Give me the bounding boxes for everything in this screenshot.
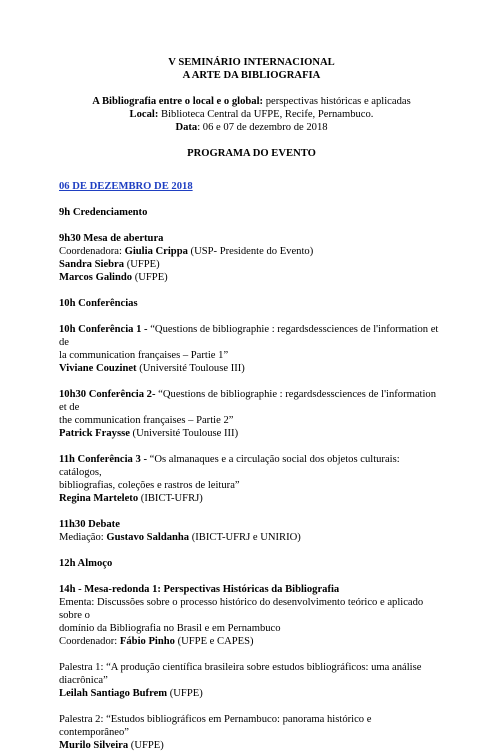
palestra2-speaker xyxy=(59,739,444,752)
conf2-line1 xyxy=(59,388,444,414)
conf3-label: 11h Conferência 3 - xyxy=(59,454,147,465)
conf1-text: “Questions de bibliographie : regardsdessciences de l'information et de xyxy=(59,324,439,348)
mesa-redonda-1 xyxy=(59,583,444,648)
coord-affil: (USP- Presidente do Evento) xyxy=(187,246,314,257)
coord-name: Fábio Pinho xyxy=(119,636,175,647)
mesa-ementa-2: domínio da Bibliografia no Brasil e em Pernambuco xyxy=(59,623,281,634)
conf2-line2: the communication françaises – Partie 2” xyxy=(59,415,234,426)
conf1-line1 xyxy=(59,323,444,349)
credenciamento: 9h Credenciamento xyxy=(59,207,148,218)
conf1-line2: la communication françaises – Partie 1” xyxy=(59,350,229,361)
speaker-name: Patrick Fraysse xyxy=(59,428,130,439)
palestra-1 xyxy=(59,661,444,700)
date-line xyxy=(59,121,444,134)
seminar-subtitle: A ARTE DA BIBLIOGRAFIA xyxy=(182,70,321,81)
almoco: 12h Almoço xyxy=(59,558,113,569)
debate-title: 11h30 Debate xyxy=(59,519,120,530)
local-line xyxy=(59,108,444,121)
conf2-speaker xyxy=(59,427,444,440)
palestra-2 xyxy=(59,713,444,752)
conf3-speaker xyxy=(59,492,444,505)
participant-affil: (UFPE) xyxy=(124,259,160,270)
palestra1-speaker xyxy=(59,687,444,700)
speaker-name: Leilah Santiago Bufrem xyxy=(59,688,168,699)
debate xyxy=(59,518,444,544)
speaker-affil: (UFPE) xyxy=(167,688,203,699)
theme-label: A Bibliografia entre o local e o global: xyxy=(92,96,264,107)
abertura-participant-2 xyxy=(59,271,444,284)
date-heading-link[interactable]: 06 DE DEZEMBRO DE 2018 xyxy=(59,181,193,192)
local-label: Local: xyxy=(129,109,159,120)
conferencia-1 xyxy=(59,323,444,375)
coord-affil: (UFPE e CAPES) xyxy=(174,636,254,647)
conferencia-3 xyxy=(59,453,444,505)
debate-mediator xyxy=(59,531,444,544)
program-heading: PROGRAMA DO EVENTO xyxy=(187,148,316,159)
mesa-abertura xyxy=(59,232,444,284)
speaker-name: Regina Marteleto xyxy=(59,493,139,504)
speaker-affil: (UFPE) xyxy=(128,740,164,751)
abertura-coordinator xyxy=(59,245,444,258)
participant-affil: (UFPE) xyxy=(132,272,168,283)
document-header xyxy=(59,56,444,160)
coord-label: Coordenador: xyxy=(59,636,120,647)
conferencia-2 xyxy=(59,388,444,440)
speaker-name: Viviane Couzinet xyxy=(59,363,137,374)
coord-name: Giulia Crippa xyxy=(124,246,188,257)
speaker-affil: (IBICT-UFRJ) xyxy=(138,493,203,504)
mesa-title: 14h - Mesa-redonda 1: Perspectivas Históricas da Bibliografia xyxy=(59,584,340,595)
mediator-label: Mediação: xyxy=(59,532,107,543)
date-label: Data xyxy=(175,122,198,133)
participant-name: Sandra Siebra xyxy=(59,259,125,270)
theme-line xyxy=(59,95,444,108)
speaker-affil: (Université Toulouse III) xyxy=(129,428,239,439)
coord-label: Coordenadora: xyxy=(59,246,125,257)
palestra1-line1: Palestra 1: “A produção científica brasileira sobre estudos bibliográficos: uma análise xyxy=(59,662,422,673)
palestra1-line2: diacrônica” xyxy=(59,675,108,686)
participant-name: Marcos Galindo xyxy=(59,272,133,283)
conferencias-heading: 10h Conferências xyxy=(59,298,138,309)
local-value: Biblioteca Central da UFPE, Recife, Pernambuco. xyxy=(158,109,374,120)
palestra2-line1: Palestra 2: “Estudos bibliográficos em Pernambuco: panorama histórico e contemporâneo” xyxy=(59,714,372,738)
mediator-affil: (IBICT-UFRJ e UNIRIO) xyxy=(189,532,301,543)
abertura-participant-1 xyxy=(59,258,444,271)
seminar-title: V SEMINÁRIO INTERNACIONAL xyxy=(168,57,335,68)
speaker-affil: (Université Toulouse III) xyxy=(136,363,245,374)
theme-text: perspectivas históricas e aplicadas xyxy=(263,96,411,107)
abertura-title: 9h30 Mesa de abertura xyxy=(59,233,164,244)
conf3-line2: bibliografias, coleções e rastros de leitura” xyxy=(59,480,240,491)
conf1-speaker xyxy=(59,362,444,375)
conf3-text: “Os almanaques e a circulação social dos objetos culturais: catálogos, xyxy=(59,454,400,478)
conf1-label: 10h Conferência 1 - xyxy=(59,324,148,335)
conf2-label: 10h30 Conferência 2- xyxy=(59,389,156,400)
event-info xyxy=(59,95,444,134)
date-value: : 06 e 07 de dezembro de 2018 xyxy=(197,122,328,133)
conf3-line1 xyxy=(59,453,444,479)
speaker-name: Murilo Silveira xyxy=(59,740,129,751)
mesa-coordinator xyxy=(59,635,444,648)
mediator-name: Gustavo Saldanha xyxy=(106,532,190,543)
conf2-text: “Questions de bibliographie : regardsdessciences de l'information et de xyxy=(59,389,437,413)
document-page xyxy=(59,56,444,752)
mesa-ementa-1: Ementa: Discussões sobre o processo histórico do desenvolvimento teórico e aplicado sobre o xyxy=(59,597,424,621)
